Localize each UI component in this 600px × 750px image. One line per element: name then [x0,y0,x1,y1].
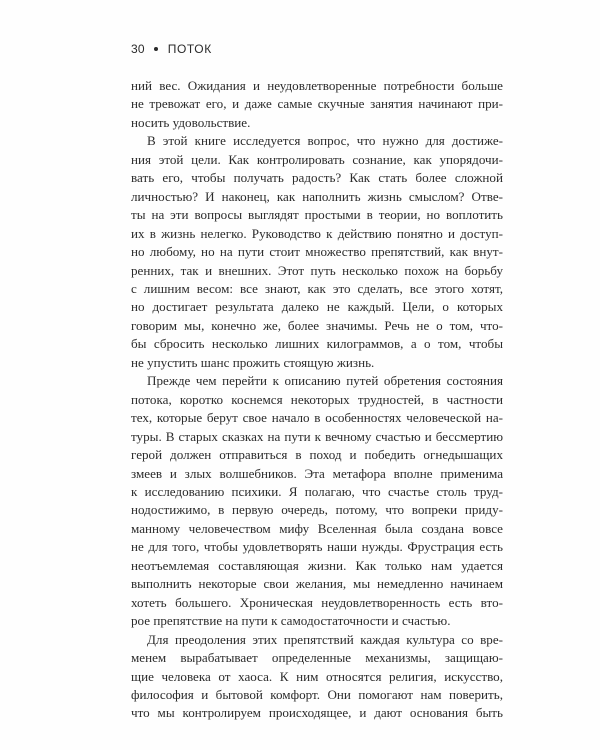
text-line: к исследованию психики. Я полагаю, что счастье столь труд- [131,483,503,499]
text-line: носить удовольствие. [131,114,251,130]
text-line: рое препятствие на пути к самодостаточности и счастью. [131,613,451,629]
text-line: нодостижимо, в первую очередь, потому, что вопреки приду- [131,502,503,518]
text-line: бы сбросить несколько лишних килограммов, а о том, чтобы [131,336,503,352]
body-text [131,77,503,723]
bullet-separator-icon [154,47,158,51]
text-line: туры. В старых сказках на пути к вечному счастью и бессмертию [131,428,503,444]
text-line: Прежде чем перейти к описанию путей обретения состояния [147,373,503,389]
text-line: не для того, чтобы удовлетворять наши нужды. Фрустрация есть [131,539,503,555]
text-line: неотъемлемая составляющая жизни. Как только нам удается [131,557,503,573]
running-title: ПОТОК [167,42,212,56]
text-line: что мы контролируем происходящее, и дают основания быть [131,705,503,721]
paragraph [131,132,503,372]
text-line: тех, которые берут свое начало в особенностях человеческой на- [131,410,503,426]
page-number: 30 [131,42,145,56]
text-line: менем вырабатывает определенные механизмы, защищаю- [131,650,503,666]
paragraph [131,77,503,132]
text-line: но любому, но на пути стоит множество препятствий, как внут- [131,244,503,260]
paragraph [131,631,503,723]
text-line: философия и бытовой комфорт. Они помогают нам поверить, [131,686,503,702]
text-line: не тревожат его, и даже самые скучные занятия начинают при- [131,96,503,112]
text-line: манному человечеством мифу Вселенная была создана вовсе [131,520,503,536]
text-line: Для преодоления этих препятствий каждая культура со вре- [147,631,503,647]
text-line: змеев и злых волшебников. Эта метафора вполне применима [131,465,503,481]
text-line: с лишним весом: все знают, как это сделать, все этого хотят, [131,280,503,296]
text-line: ний вес. Ожидания и неудовлетворенные потребности больше [131,78,503,93]
text-line: ты на эти вопросы выглядят простыми в теории, но воплотить [131,207,503,223]
text-line: щие человека от хаоса. К ним относятся религия, искусство, [131,668,503,684]
text-line: ния этой цели. Как контролировать сознание, как упорядочи- [131,151,503,167]
text-line: ренних, так и внешних. Этот путь несколько похож на борьбу [131,262,503,278]
text-line: потока, коротко коснемся некоторых трудностей, в частности [131,391,503,407]
text-line: личностью? И наконец, как наполнить жизнь смыслом? Отве- [131,188,503,204]
text-line: герой должен отправиться в поход и победить огнедышащих [131,447,503,463]
text-line: но достигает результата далеко не каждый. Цели, о которых [131,299,503,315]
text-line: хотеть большего. Хроническая неудовлетворенность есть вто- [131,594,503,610]
text-line: не упустить шанс прожить стоящую жизнь. [131,354,375,370]
paragraph [131,372,503,630]
text-line: В этой книге исследуется вопрос, что нужно для достиже- [147,133,503,149]
text-line: их в жизнь нелегко. Руководство к действию понятно и доступ- [131,225,503,241]
text-line: вать его, чтобы получать радость? Как стать более сложной [131,170,503,186]
running-head [131,41,212,57]
text-line: выполнить некоторые свои желания, мы немедленно начинаем [131,576,503,592]
text-line: говорим мы, конечно же, более значимы. Речь не о том, что- [131,317,503,333]
